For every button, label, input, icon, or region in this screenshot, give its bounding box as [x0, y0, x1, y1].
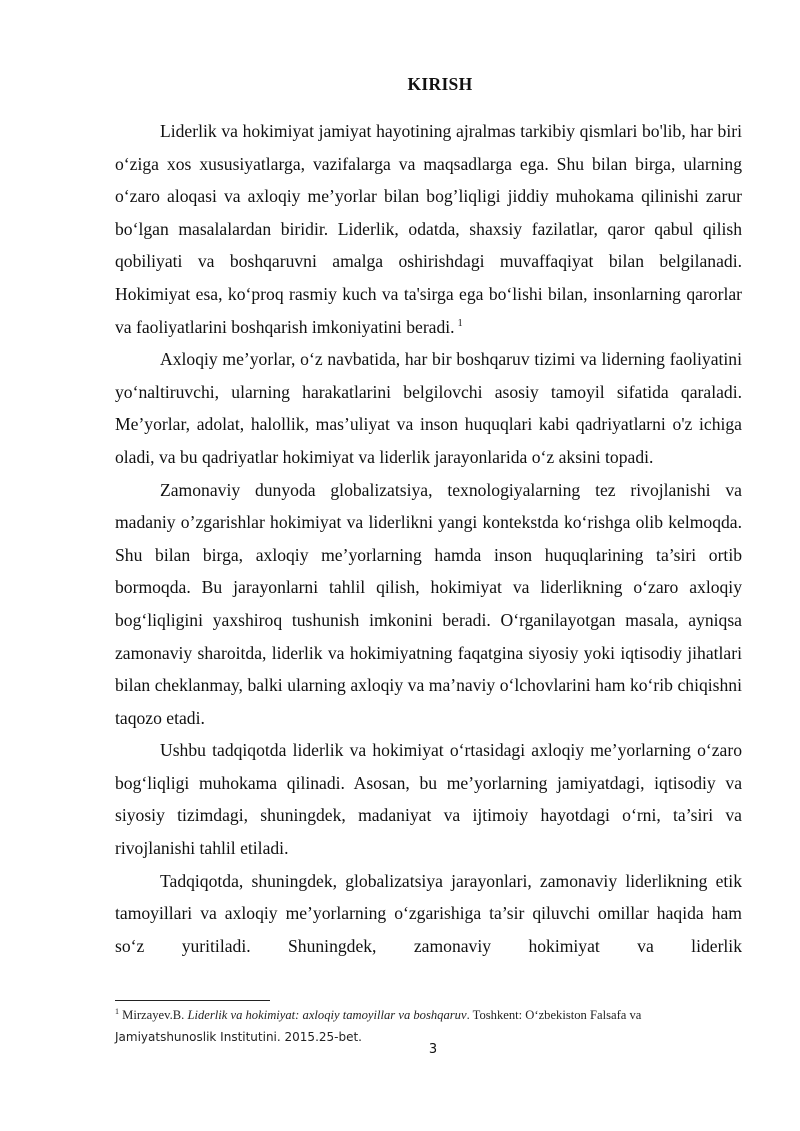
- paragraph-3: Zamonaviy dunyoda globalizatsiya, texnologiyalarning tez rivojlanishi va madaniy o’zgarishlar hokimiyat va liderlikni yangi kontekstda ko‘rishga olib kelmoqda. Shu bilan birga, axloqiy me’yorlarning hamda inson huquqlarining ta’siri ortib bormoqda. Bu jarayonlarni tahlil qilish, hokimiyat va liderlikning o‘zaro axloqiy bog‘liqligini yaxshiroq tushunish imkonini beradi. O‘rganilayotgan masala, ayniqsa zamonaviy sharoitda, liderlik va hokimiyatning faqatgina siyosiy yoki iqtisodiy jihatlari bilan cheklanmay, balki ularning axloqiy va ma’naviy o‘lchovlarini ham ko‘rib chiqishni taqozo etadi.: [115, 479, 742, 728]
- footnote-separator: [115, 1000, 270, 1001]
- footnote-publisher-cont: Jamiyatshunoslik Institutini. 2015.25-bet.: [115, 1030, 362, 1044]
- paragraph-5: Tadqiqotda, shuningdek, globalizatsiya jarayonlari, zamonaviy liderlikning etik tamoyillari va axloqiy me’yorlarning o‘zgarishiga ta’sir qiluvchi omillar haqida ham so‘z yuritiladi. Shuningdek, zamonaviy hokimiyat va liderlik: [115, 870, 742, 956]
- page-number: 3: [428, 1042, 438, 1057]
- footnote-publisher: . Toshkent: O‘zbekiston Falsafa va: [466, 1008, 642, 1022]
- document-body: [115, 115, 742, 962]
- paragraph-2: Axloqiy me’yorlar, o‘z navbatida, har bir boshqaruv tizimi va liderning faoliyatini yo‘naltiruvchi, ularning harakatlarini belgilovchi asosiy tamoyil sifatida qaraladi. Me’yorlar, adolat, halollik, mas’uliyat va inson huquqlari kabi qadriyatlarni o'z ichiga oladi, va bu qadriyatlar hokimiyat va liderlik jarayonlarida o‘z aksini topadi.: [115, 349, 742, 467]
- footnote-author: Mirzayev.B.: [122, 1008, 185, 1022]
- footnote-number: 1: [115, 1006, 119, 1016]
- paragraph-4: Ushbu tadqiqotda liderlik va hokimiyat o‘rtasidagi axloqiy me’yorlarning o‘zaro bog‘liqligi muhokama qilinadi. Asosan, bu me’yorlarning jamiyatdagi, iqtisodiy va siyosiy tizimdagi, shuningdek, madaniyat va ijtimoiy hayotdagi o‘rni, ta’siri va rivojlanishi tahlil etiladi.: [115, 740, 742, 859]
- paragraph-text: Liderlik va hokimiyat jamiyat hayotining ajralmas tarkibiy qismlari bo'lib, har biri o‘ziga xos xususiyatlarga, vazifalarga va maqsadlarga ega. Shu bilan birga, ularning o‘zaro aloqasi va axloqiy me’yorlar bilan bog’liqligi jiddiy muhokama qilinishi zarur bo‘lgan masalalardan biridir. Liderlik, odatda, shaxsiy fazilatlar, qaror qabul qilish qobiliyati va boshqaruvni amalga oshirishdagi muvaffaqiyat bilan belgilanadi. Hokimiyat esa, ko‘proq rasmiy kuch va ta'sirga ega bo‘lishi bilan, insonlarning qarorlar va faoliyatlarini boshqarish imkoniyatini beradi.: [115, 121, 742, 337]
- footnote-reference[interactable]: 1: [457, 317, 463, 329]
- paragraph-1: [115, 115, 742, 343]
- page-title: KIRISH: [407, 74, 473, 94]
- footnote-book-title: Liderlik va hokimiyat: axloqiy tamoyillar va boshqaruv: [187, 1008, 467, 1022]
